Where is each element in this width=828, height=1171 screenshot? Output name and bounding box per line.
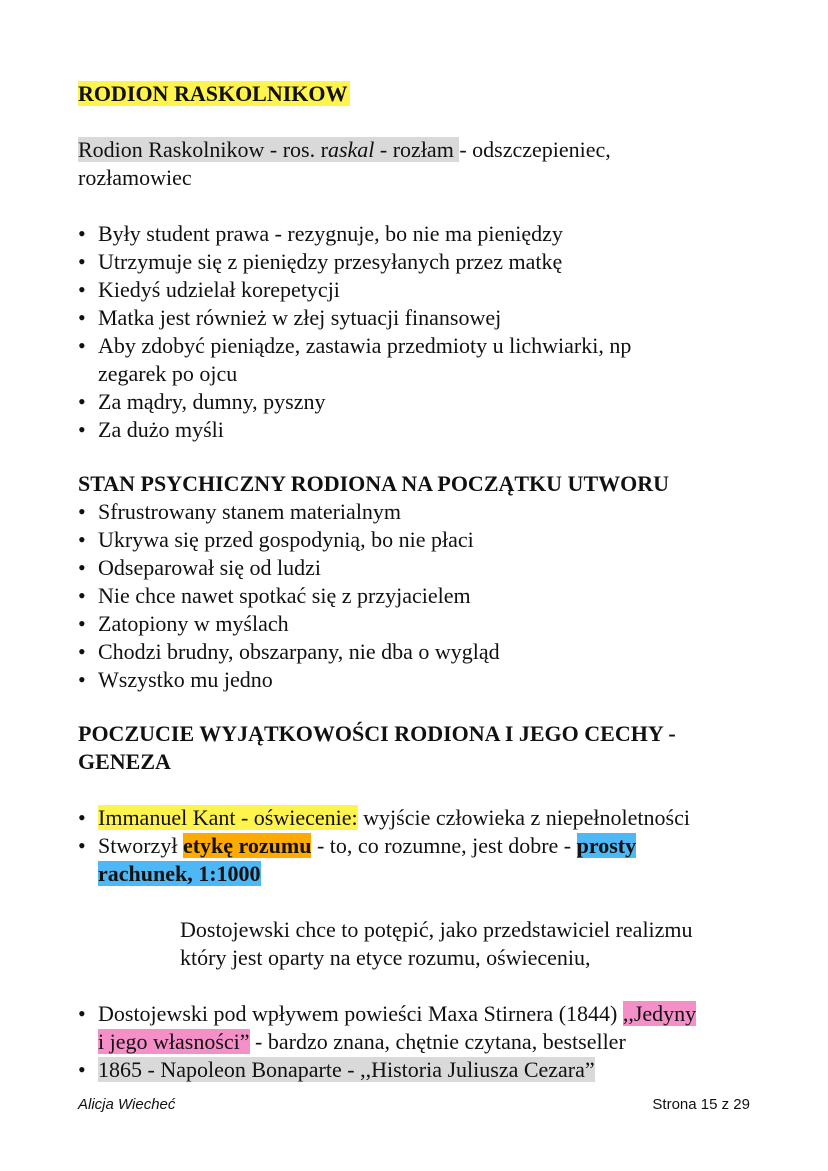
bullet-icon: • [78, 805, 86, 830]
page-title [78, 80, 350, 108]
bullet-icon: • [78, 833, 86, 858]
footer-author: Alicja Wiecheć [78, 1096, 176, 1113]
bullet-icon: • [78, 417, 86, 442]
bullet-icon: • [78, 583, 86, 608]
napoleon-gray-highlight: 1865 - Napoleon Bonaparte - ,,Historia Juliusza Cezara” [98, 1057, 595, 1082]
ethics-orange-highlight: etykę rozumu [182, 833, 312, 858]
list-item-continuation: zegarek po ojcu [98, 361, 238, 386]
bullet-icon: • [78, 333, 86, 358]
bullet-icon: • [78, 499, 86, 524]
kant-highlight: Immanuel Kant - oświecenie: [98, 805, 358, 830]
section-heading-uniqueness: POCZUCIE WYJĄTKOWOŚCI RODIONA I JEGO CECHY - [78, 721, 676, 746]
list-item: Odseparował się od ludzi [98, 555, 321, 580]
indented-note-line-2: który jest oparty na etyce rozumu, oświeceniu, [180, 945, 591, 970]
stirner-pink-highlight-2: i jego własności” [98, 1029, 250, 1054]
list-item: Za mądry, dumny, pyszny [98, 389, 326, 414]
intro-gray-highlight: Rodion Raskolnikow - ros. raskal - rozłam [78, 137, 460, 162]
bullet-icon: • [78, 1057, 86, 1082]
list-item-ethics: Stworzył etykę rozumu - to, co rozumne, jest dobre - prosty [98, 833, 637, 858]
list-item: Wszystko mu jedno [98, 667, 273, 692]
calculation-blue-highlight-2: rachunek, 1:1000 [98, 861, 261, 886]
section-heading-uniqueness-line2: GENEZA [78, 749, 171, 774]
list-item: Za dużo myśli [98, 417, 224, 442]
list-item: Zatopiony w myślach [98, 611, 289, 636]
bullet-icon: • [78, 249, 86, 274]
bullet-icon: • [78, 639, 86, 664]
bullet-icon: • [78, 611, 86, 636]
list-item-napoleon [98, 1056, 595, 1084]
list-item: Ukrywa się przed gospodynią, bo nie płaci [98, 527, 474, 552]
stirner-pink-highlight: ,,Jedyny [622, 1001, 697, 1026]
bullet-icon: • [78, 555, 86, 580]
list-item-ethics-continuation [98, 860, 261, 888]
section-heading-psychic-state: STAN PSYCHICZNY RODIONA NA POCZĄTKU UTWORU [78, 471, 670, 496]
bullet-icon: • [78, 667, 86, 692]
list-item: Nie chce nawet spotkać się z przyjacielem [98, 583, 471, 608]
bullet-icon: • [78, 1001, 86, 1026]
list-item: Były student prawa - rezygnuje, bo nie ma pieniędzy [98, 221, 563, 246]
intro-line-1: Rodion Raskolnikow - ros. raskal - rozłam - odszczepieniec, [78, 137, 611, 162]
calculation-blue-highlight: prosty [576, 833, 637, 858]
title-highlight: RODION RASKOLNIKOW [78, 81, 348, 106]
indented-note-line-1: Dostojewski chce to potępić, jako przedstawiciel realizmu [180, 917, 693, 942]
bullet-icon: • [78, 389, 86, 414]
bullet-icon: • [78, 305, 86, 330]
list-item-kant: Immanuel Kant - oświecenie: wyjście człowieka z niepełnoletności [98, 805, 690, 830]
list-item: Matka jest również w złej sytuacji finansowej [98, 305, 502, 330]
list-item: Sfrustrowany stanem materialnym [98, 499, 402, 524]
list-item-stirner-continuation: i jego własności” - bardzo znana, chętnie czytana, bestseller [98, 1029, 626, 1054]
list-item: Utrzymuje się z pieniędzy przesyłanych przez matkę [98, 249, 563, 274]
list-item: Kiedyś udzielał korepetycji [98, 277, 340, 302]
list-item: Aby zdobyć pieniądze, zastawia przedmioty u lichwiarki, np [98, 333, 632, 358]
bullet-icon: • [78, 221, 86, 246]
list-item: Chodzi brudny, obszarpany, nie dba o wygląd [98, 639, 500, 664]
footer-page-number: Strona 15 z 29 [652, 1096, 750, 1113]
list-item-stirner: Dostojewski pod wpływem powieści Maxa Stirnera (1844) ,,Jedyny [98, 1001, 697, 1026]
bullet-icon: • [78, 277, 86, 302]
bullet-icon: • [78, 527, 86, 552]
intro-line-2: rozłamowiec [78, 165, 192, 190]
